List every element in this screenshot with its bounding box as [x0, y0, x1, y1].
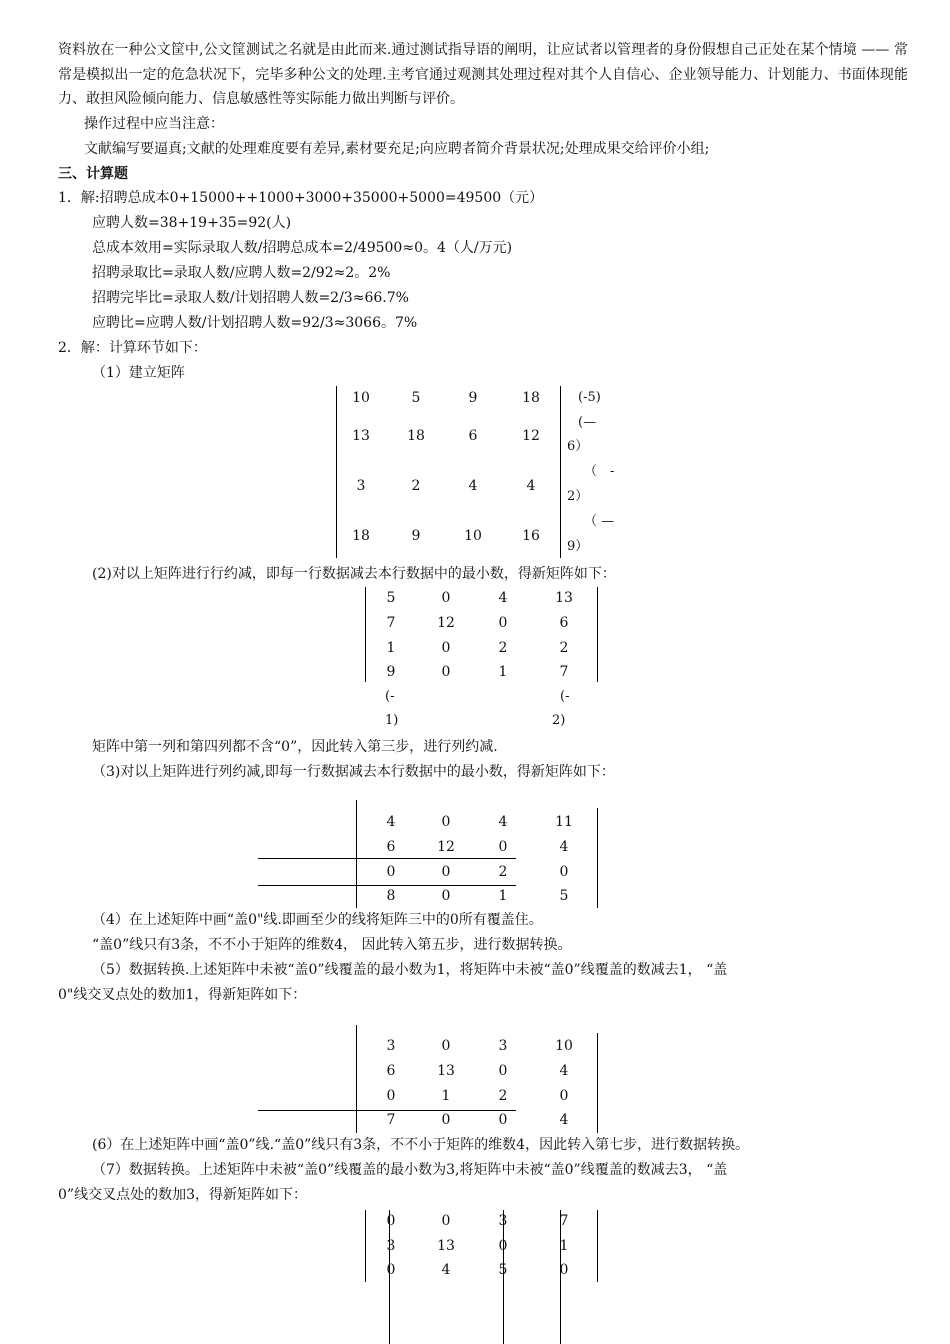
step2-label: (2)对以上矩阵进行行约减，即每一行数据减去本行数据中的最小数，得新矩阵如下：: [92, 566, 616, 582]
matrix-cell: 0: [441, 640, 451, 656]
matrix-cell: 6: [386, 839, 396, 855]
matrix-cell: 13: [437, 1238, 455, 1254]
matrix-1-left-bar: [336, 386, 337, 558]
matrix-cell: 13: [555, 590, 573, 606]
matrix-4-right-bar: [597, 1033, 598, 1133]
matrix-2-col-note: 1): [385, 713, 399, 728]
matrix-cell: 0: [498, 1238, 508, 1254]
matrix-2-col-note: (-: [560, 689, 570, 704]
matrix-cell: 1: [441, 1088, 451, 1104]
matrix-cell: 0: [441, 664, 451, 680]
matrix-1-note: (-5): [578, 390, 601, 405]
matrix-cell: 10: [352, 390, 370, 406]
step4-line-b: “盖0”线只有3条，不不小于矩阵的维数4， 因此转入第五步，进行数据转换。: [92, 937, 572, 953]
q2-head: 2．解：计算环节如下：: [58, 340, 207, 356]
matrix-cell: 0: [498, 839, 508, 855]
matrix-cell: 12: [437, 839, 455, 855]
step7-line-b: 0”线交叉点处的数加3，得新矩阵如下：: [58, 1187, 307, 1203]
matrix-1-note: 2）: [567, 489, 589, 504]
matrix-cell: 2: [498, 640, 508, 656]
q1-line: 应聘人数=38+19+35=92(人): [92, 215, 292, 231]
matrix-cell: 3: [498, 1213, 508, 1229]
matrix-cell: 18: [352, 528, 370, 544]
matrix-cell: 6: [386, 1063, 396, 1079]
matrix-cell: 0: [441, 1112, 451, 1128]
step6-line: (6）在上述矩阵中画“盖0”线.“盖0”线只有3条，不不小于矩阵的维数4，因此转入第七步，进行数据转换。: [92, 1137, 750, 1153]
matrix-1-right-bar: [560, 386, 561, 558]
matrix-cell: 0: [559, 1088, 569, 1104]
matrix-cell: 18: [407, 428, 425, 444]
matrix-cell: 5: [559, 888, 569, 904]
step5-line-b: 0"线交叉点处的数加1，得新矩阵如下：: [58, 987, 307, 1003]
matrix-cell: 4: [559, 1063, 569, 1079]
q1-line: 招聘录取比=录取人数/应聘人数=2/92≈2。2%: [92, 265, 391, 281]
matrix-1-note: (—: [578, 415, 597, 430]
matrix-cell: 0: [441, 814, 451, 830]
matrix-cell: 0: [441, 888, 451, 904]
q1-line: 总成本效用=实际录取人数/招聘总成本=2/49500≈0。4（人/万元): [92, 240, 513, 256]
matrix-cell: 6: [468, 428, 478, 444]
matrix-cell: 3: [498, 1038, 508, 1054]
matrix-cell: 7: [559, 1213, 569, 1229]
matrix-cell: 2: [559, 640, 569, 656]
matrix-cell: 3: [386, 1038, 396, 1054]
matrix-cell: 0: [441, 1213, 451, 1229]
matrix-1-note: 6）: [567, 439, 589, 454]
matrix-cell: 4: [559, 839, 569, 855]
matrix-cell: 8: [386, 888, 396, 904]
note-title: 操作过程中应当注意：: [84, 116, 224, 132]
matrix-cell: 0: [498, 1112, 508, 1128]
matrix-cell: 1: [498, 888, 508, 904]
matrix-cell: 0: [441, 590, 451, 606]
matrix-cell: 0: [498, 615, 508, 631]
matrix-cell: 5: [498, 1262, 508, 1278]
matrix-cell: 4: [559, 1112, 569, 1128]
matrix-cell: 7: [386, 1112, 396, 1128]
matrix-cell: 0: [498, 1063, 508, 1079]
matrix-3-right-bar: [597, 808, 598, 908]
matrix-cell: 0: [386, 1262, 396, 1278]
matrix-cell: 5: [411, 390, 421, 406]
matrix-cell: 7: [386, 615, 396, 631]
matrix-2-right-bar: [597, 587, 598, 682]
matrix-cell: 2: [411, 478, 421, 494]
matrix-cell: 13: [437, 1063, 455, 1079]
matrix-cell: 4: [498, 814, 508, 830]
matrix-cell: 11: [555, 814, 573, 830]
matrix-cell: 10: [555, 1038, 573, 1054]
q1-line: 招聘完毕比=录取人数/计划招聘人数=2/3≈66.7%: [92, 290, 409, 306]
matrix-cell: 9: [386, 664, 396, 680]
q1-line: 应聘比=应聘人数/计划招聘人数=92/3≈3066。7%: [92, 315, 418, 331]
matrix-cell: 18: [522, 390, 540, 406]
matrix-3-left-bar: [356, 800, 357, 908]
matrix-cell: 0: [386, 1213, 396, 1229]
matrix-cell: 3: [386, 1238, 396, 1254]
intro-paragraph: 资料放在一种公文筐中,公文筐测试之名就是由此而来.通过测试指导语的阐明，让应试者以管理者的身份假想自己正处在某个情境 —— 常常是模拟出一定的危急状况下，完毕多种公文的处理.主考官通过观测其处理过程对其个人自信心、企业领导能力、计划能力、书面体现能力、敢担风险倾向能力、信息敏感性等实际能力做出判断与评价。: [58, 42, 908, 107]
cover-line: [258, 858, 516, 859]
matrix-cell: 16: [522, 528, 540, 544]
matrix-cell: 2: [498, 1088, 508, 1104]
matrix-2-col-note: 2): [552, 713, 566, 728]
note-body: 文献编写要逼真;文献的处理难度要有差异,素材要充足;向应聘者简介背景状况;处理成果交给评价小组;: [84, 141, 710, 157]
matrix-5-right-bar: [597, 1210, 598, 1282]
matrix-cell: 4: [468, 478, 478, 494]
section-title: 三、计算题: [58, 166, 128, 182]
matrix-cell: 0: [559, 864, 569, 880]
matrix-cell: 1: [386, 640, 396, 656]
matrix-2-col-note: (-: [385, 689, 395, 704]
matrix-2-left-bar: [365, 587, 366, 682]
matrix-cell: 5: [386, 590, 396, 606]
matrix-cell: 13: [352, 428, 370, 444]
matrix-4-left-bar: [356, 1025, 357, 1133]
matrix-cell: 1: [559, 1238, 569, 1254]
matrix-cell: 3: [356, 478, 366, 494]
matrix-1-note: （ —: [584, 514, 615, 529]
step4-line-a: （4）在上述矩阵中画“盖0"线.即画至少的线将矩阵三中的0所有覆盖住。: [92, 912, 543, 928]
matrix-cell: 4: [386, 814, 396, 830]
matrix-cell: 0: [559, 1262, 569, 1278]
step2-note: 矩阵中第一列和第四列都不含“0”，因此转入第三步，进行列约减.: [92, 739, 498, 755]
matrix-cell: 7: [559, 664, 569, 680]
matrix-cell: 1: [498, 664, 508, 680]
matrix-cell: 10: [464, 528, 482, 544]
matrix-cell: 0: [441, 864, 451, 880]
matrix-cell: 0: [441, 1038, 451, 1054]
q1-head: 1．解:招聘总成本0+15000++1000+3000+35000+5000=49500（元）: [58, 190, 544, 206]
matrix-cell: 4: [441, 1262, 451, 1278]
matrix-cell: 4: [498, 590, 508, 606]
step5-line-a: （5）数据转换.上述矩阵中未被“盖0”线覆盖的最小数为1，将矩阵中未被“盖0”线覆盖的数减去1， “盖: [92, 962, 728, 978]
matrix-cell: 0: [386, 864, 396, 880]
step3-label: （3)对以上矩阵进行列约减,即每一行数据减去本行数据中的最小数，得新矩阵如下：: [92, 764, 615, 780]
step1-label: （1）建立矩阵: [92, 365, 185, 381]
matrix-cell: 12: [437, 615, 455, 631]
matrix-1-note: 9）: [567, 539, 589, 554]
matrix-cell: 0: [386, 1088, 396, 1104]
matrix-cell: 9: [411, 528, 421, 544]
matrix-cell: 9: [468, 390, 478, 406]
matrix-cell: 6: [559, 615, 569, 631]
matrix-cell: 2: [498, 864, 508, 880]
matrix-cell: 12: [522, 428, 540, 444]
matrix-cell: 4: [526, 478, 536, 494]
matrix-5-left-bar: [365, 1210, 366, 1282]
step7-line-a: （7）数据转换。上述矩阵中未被“盖0”线覆盖的最小数为3,将矩阵中未被“盖0”线覆盖的数减去3， “盖: [92, 1162, 728, 1178]
matrix-1-note: （ -: [584, 464, 615, 479]
